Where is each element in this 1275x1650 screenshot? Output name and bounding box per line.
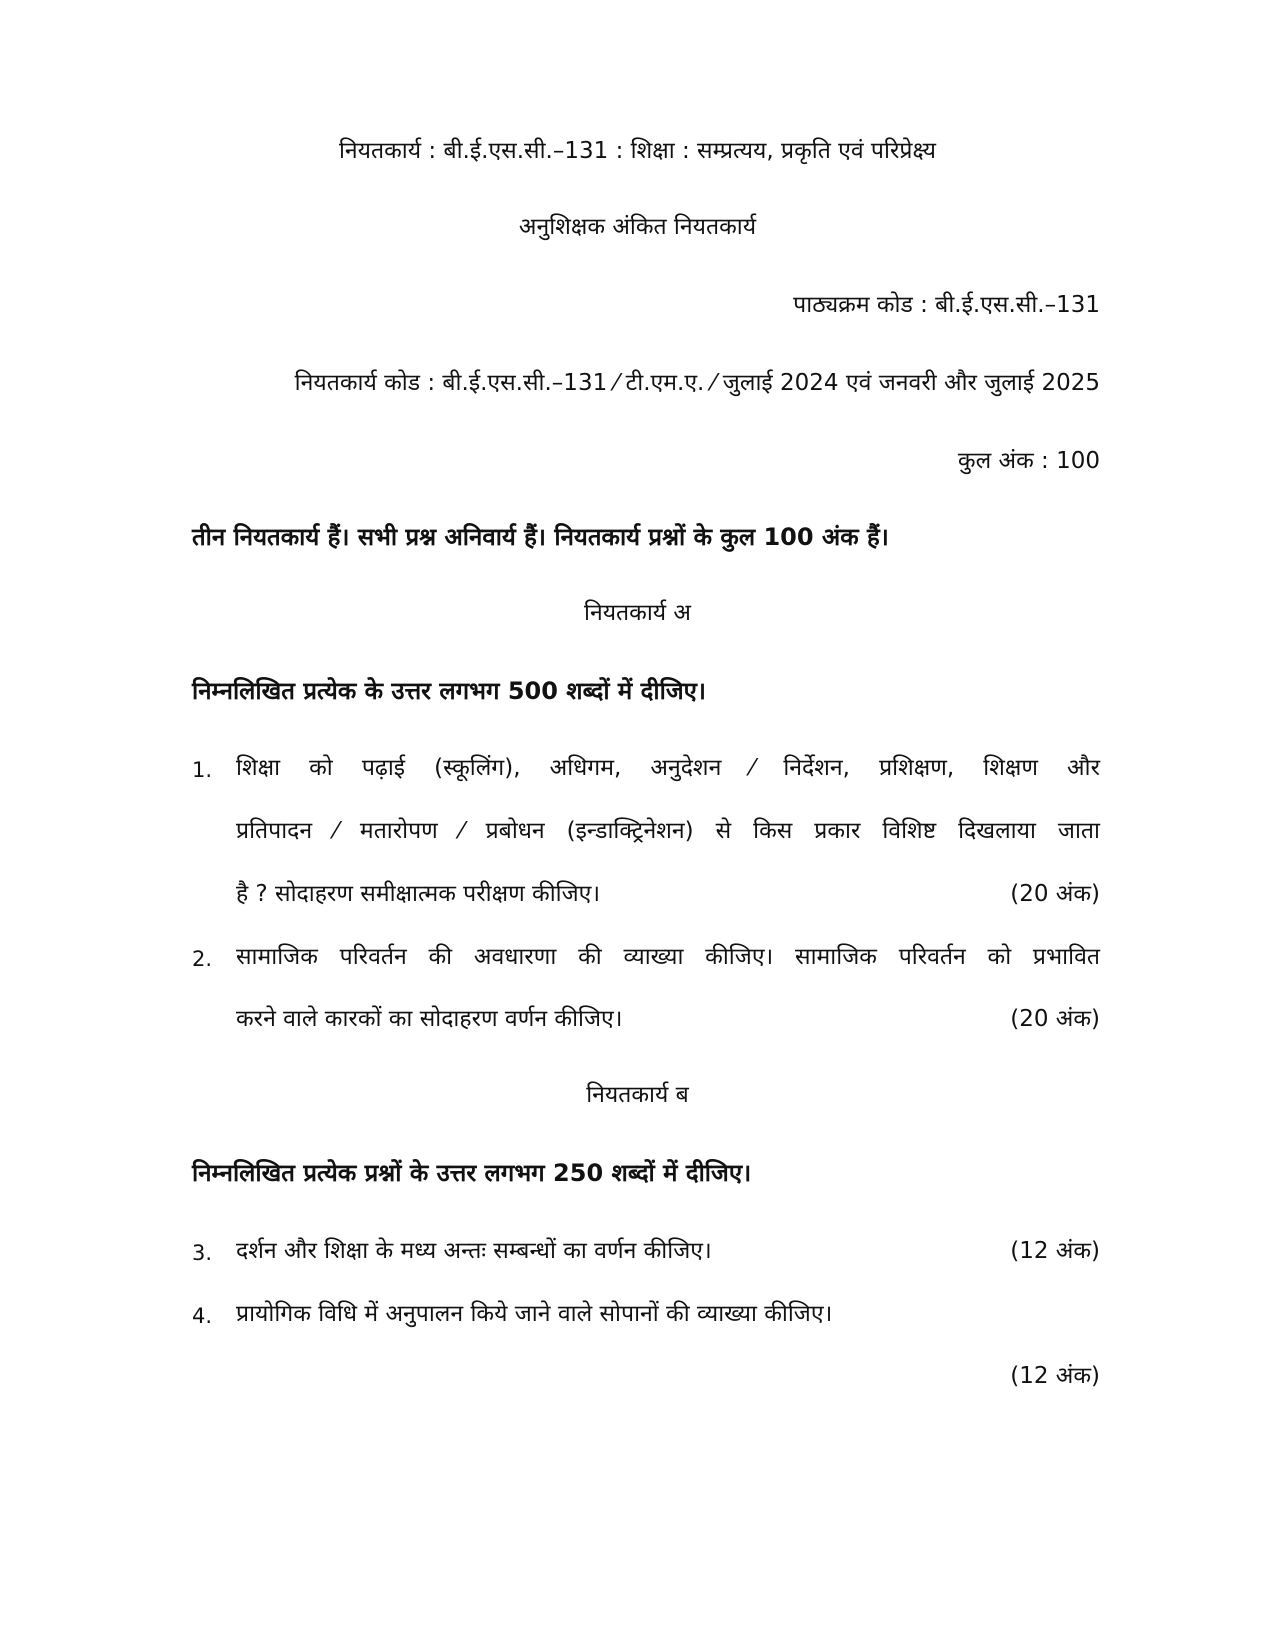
- total-marks: कुल अंक : 100: [957, 448, 1100, 474]
- section-b-instruction: निम्नलिखित प्रत्येक प्रश्नों के उत्तर लगभग 250 शब्दों में दीजिए।: [192, 1159, 752, 1187]
- question-1-marks: (20 अंक): [1010, 881, 1100, 907]
- assignment-subtitle: अनुशिक्षक अंकित नियतकार्य: [518, 214, 757, 240]
- question-number: 3.: [192, 1241, 213, 1265]
- section-a-heading: नियतकार्य अ: [583, 600, 692, 626]
- question-3-text: दर्शन और शिक्षा के मध्य अन्तः सम्बन्धों का वर्णन कीजिए।: [236, 1238, 712, 1264]
- question-number: 4.: [192, 1304, 213, 1328]
- question-1-line-1: शिक्षा को पढ़ाई (स्कूलिंग), अधिगम, अनुदेशन ⁄ निर्देशन, प्रशिक्षण, शिक्षण और: [236, 755, 1100, 781]
- assignment-code: नियतकार्य कोड : बी.ई.एस.सी.–131 ⁄ टी.एम.ए. ⁄ जुलाई 2024 एवं जनवरी और जुलाई 2025: [294, 370, 1100, 396]
- question-number: 2.: [192, 947, 213, 971]
- question-4-marks: (12 अंक): [1010, 1363, 1100, 1389]
- course-code: पाठ्यक्रम कोड : बी.ई.एस.सी.–131: [793, 292, 1100, 318]
- question-3-marks: (12 अंक): [1010, 1238, 1100, 1264]
- question-2-line-1: सामाजिक परिवर्तन की अवधारणा की व्याख्या कीजिए। सामाजिक परिवर्तन को प्रभावित: [236, 944, 1100, 970]
- question-2-marks: (20 अंक): [1010, 1006, 1100, 1032]
- intro-text: तीन नियतकार्य हैं। सभी प्रश्न अनिवार्य हैं। नियतकार्य प्रश्नों के कुल 100 अंक हैं।: [192, 523, 889, 551]
- question-4-text: प्रायोगिक विधि में अनुपालन किये जाने वाले सोपानों की व्याख्या कीजिए।: [236, 1301, 833, 1327]
- section-a-instruction: निम्नलिखित प्रत्येक के उत्तर लगभग 500 शब्दों में दीजिए।: [192, 677, 706, 705]
- question-2-line-2: करने वाले कारकों का सोदाहरण वर्णन कीजिए।: [236, 1006, 623, 1032]
- section-b-heading: नियतकार्य ब: [586, 1082, 689, 1108]
- assignment-title: नियतकार्य : बी.ई.एस.सी.–131 : शिक्षा : सम्प्रत्यय, प्रकृति एवं परिप्रेक्ष्य: [338, 138, 937, 164]
- question-1-line-3: है ? सोदाहरण समीक्षात्मक परीक्षण कीजिए।: [236, 881, 601, 907]
- question-number: 1.: [192, 758, 213, 782]
- question-1-line-2: प्रतिपादन ⁄ मतारोपण ⁄ प्रबोधन (इन्डाक्ट्रिनेशन) से किस प्रकार विशिष्ट दिखलाया जाता: [236, 818, 1100, 844]
